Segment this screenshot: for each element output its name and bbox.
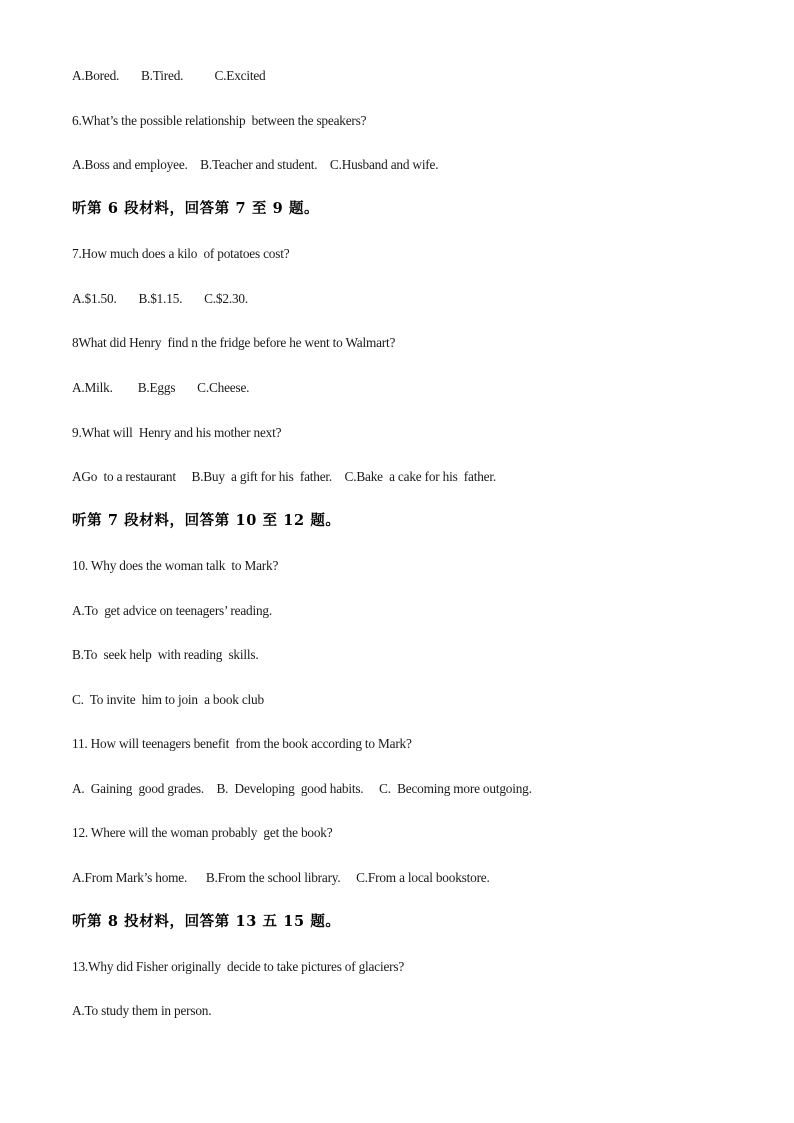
question-6: 6.What’s the possible relationship between the speakers? [72,113,367,128]
question-8: 8What did Henry find n the fridge before he went to Walmart? [72,335,396,350]
answer-options-q8: A.Milk. B.Eggs C.Cheese. [72,380,250,395]
answer-option-10c: C. To invite him to join a book club [72,692,264,707]
question-10: 10. Why does the woman talk to Mark? [72,558,279,573]
answer-options-q12: A.From Mark’s home. B.From the school library. C.From a local bookstore. [72,870,490,885]
section-heading-6: 听第 6 段材料，回答第 7 至 9 题。 [72,200,320,217]
answer-option-10a: A.To get advice on teenagers’ reading. [72,603,272,618]
answer-options-q6: A.Boss and employee. B.Teacher and student. C.Husband and wife. [72,157,439,172]
question-11: 11. How will teenagers benefit from the book according to Mark? [72,736,412,751]
section-heading-8: 听第 8 投材料，回答第 13 五 15 题。 [72,913,341,930]
question-9: 9.What will Henry and his mother next? [72,425,282,440]
question-7: 7.How much does a kilo of potatoes cost? [72,246,290,261]
section-heading-7: 听第 7 段材料，回答第 10 至 12 题。 [72,512,341,529]
answer-options-q5: A.Bored. B.Tired. C.Excited [72,68,266,83]
answer-options-q9: AGo to a restaurant B.Buy a gift for his father. C.Bake a cake for his father. [72,469,496,484]
question-12: 12. Where will the woman probably get the book? [72,825,333,840]
answer-option-13a: A.To study them in person. [72,1003,212,1018]
answer-options-q7: A.$1.50. B.$1.15. C.$2.30. [72,291,248,306]
question-13: 13.Why did Fisher originally decide to take pictures of glaciers? [72,959,405,974]
answer-option-10b: B.To seek help with reading skills. [72,647,259,662]
answer-options-q11: A. Gaining good grades. B. Developing good habits. C. Becoming more outgoing. [72,781,532,796]
